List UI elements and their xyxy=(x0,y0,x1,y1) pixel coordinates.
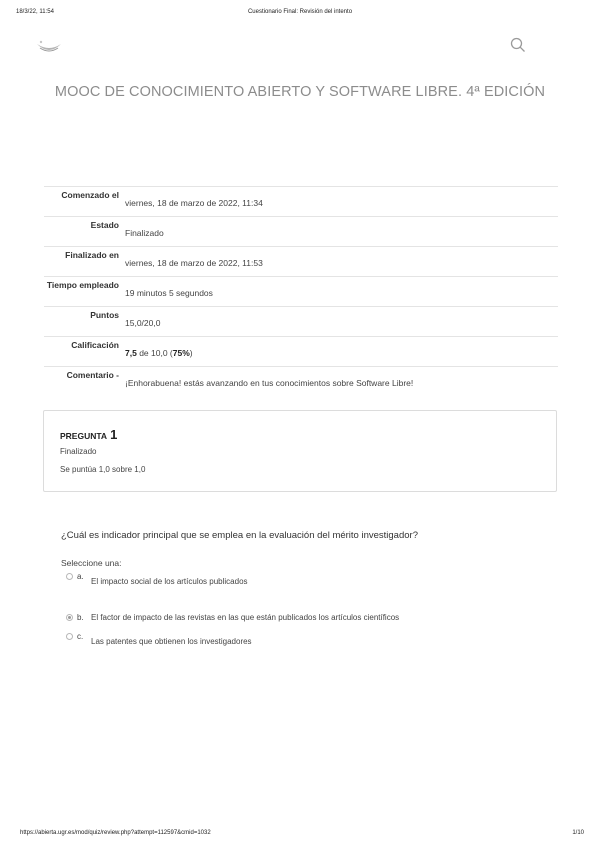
started-value: viernes, 18 de marzo de 2022, 11:34 xyxy=(125,198,263,208)
print-datetime: 18/3/22, 11:54 xyxy=(16,9,54,15)
option-letter: a. xyxy=(77,572,84,581)
grade-label: Calificación xyxy=(71,340,119,350)
question-prompt: Seleccione una: xyxy=(61,558,122,568)
summary-row-time xyxy=(44,276,558,306)
finished-value: viernes, 18 de marzo de 2022, 11:53 xyxy=(125,258,263,268)
comment-value: ¡Enhorabuena! estás avanzando en tus conocimientos sobre Software Libre! xyxy=(125,378,414,388)
state-label: Estado xyxy=(90,220,119,230)
print-page-number: 1/10 xyxy=(572,830,584,836)
option-text: Las patentes que obtienen los investigadores xyxy=(91,637,252,646)
option-text: El impacto social de los artículos publicados xyxy=(91,577,248,586)
option-letter: b. xyxy=(77,613,84,622)
grade-close: ) xyxy=(189,348,193,358)
print-url: https://abierta.ugr.es/mod/quiz/review.php?attempt=112597&cmid=1032 xyxy=(20,830,211,836)
summary-row-started xyxy=(44,186,558,216)
summary-row-points xyxy=(44,306,558,336)
radio-button[interactable] xyxy=(66,573,73,580)
finished-label: Finalizado en xyxy=(65,250,119,260)
points-value: 15,0/20,0 xyxy=(125,318,161,328)
points-label: Puntos xyxy=(90,310,119,320)
course-title[interactable]: MOOC DE CONOCIMIENTO ABIERTO Y SOFTWARE LIBRE. 4ª EDICIÓN xyxy=(54,84,546,100)
course-logo-icon[interactable] xyxy=(34,38,64,56)
grade-score: 7,5 xyxy=(125,348,137,358)
summary-row-state xyxy=(44,216,558,246)
question-text: ¿Cuál es indicador principal que se emplea en la evaluación del mérito investigador? xyxy=(61,530,418,541)
option-text: El factor de impacto de las revistas en las que están publicados los artículos científicos xyxy=(91,613,400,622)
grade-of: de 10,0 ( xyxy=(136,348,173,358)
question-grade: Se puntúa 1,0 sobre 1,0 xyxy=(60,465,146,474)
question-state: Finalizado xyxy=(60,447,97,456)
grade-percent: 75% xyxy=(172,348,190,358)
question-label: PREGUNTA 1 xyxy=(60,427,118,442)
print-header xyxy=(0,9,600,21)
option-letter: c. xyxy=(77,632,84,641)
summary-row-comment xyxy=(44,366,558,396)
started-label: Comenzado el xyxy=(61,190,119,200)
time-label: Tiempo empleado xyxy=(46,280,119,290)
state-value: Finalizado xyxy=(125,228,164,238)
grade-value xyxy=(125,348,193,358)
search-icon[interactable] xyxy=(510,37,526,53)
summary-row-finished xyxy=(44,246,558,276)
radio-button-selected[interactable] xyxy=(66,614,73,621)
time-value: 19 minutos 5 segundos xyxy=(125,288,213,298)
print-page-title: Cuestionario Final: Revisión del intento xyxy=(247,9,353,15)
question-info-box xyxy=(43,410,557,492)
question-number: 1 xyxy=(110,427,118,442)
summary-row-grade xyxy=(44,336,558,366)
attempt-summary-table xyxy=(44,186,558,396)
radio-button[interactable] xyxy=(66,633,73,640)
comment-label: Comentario - xyxy=(66,370,119,380)
